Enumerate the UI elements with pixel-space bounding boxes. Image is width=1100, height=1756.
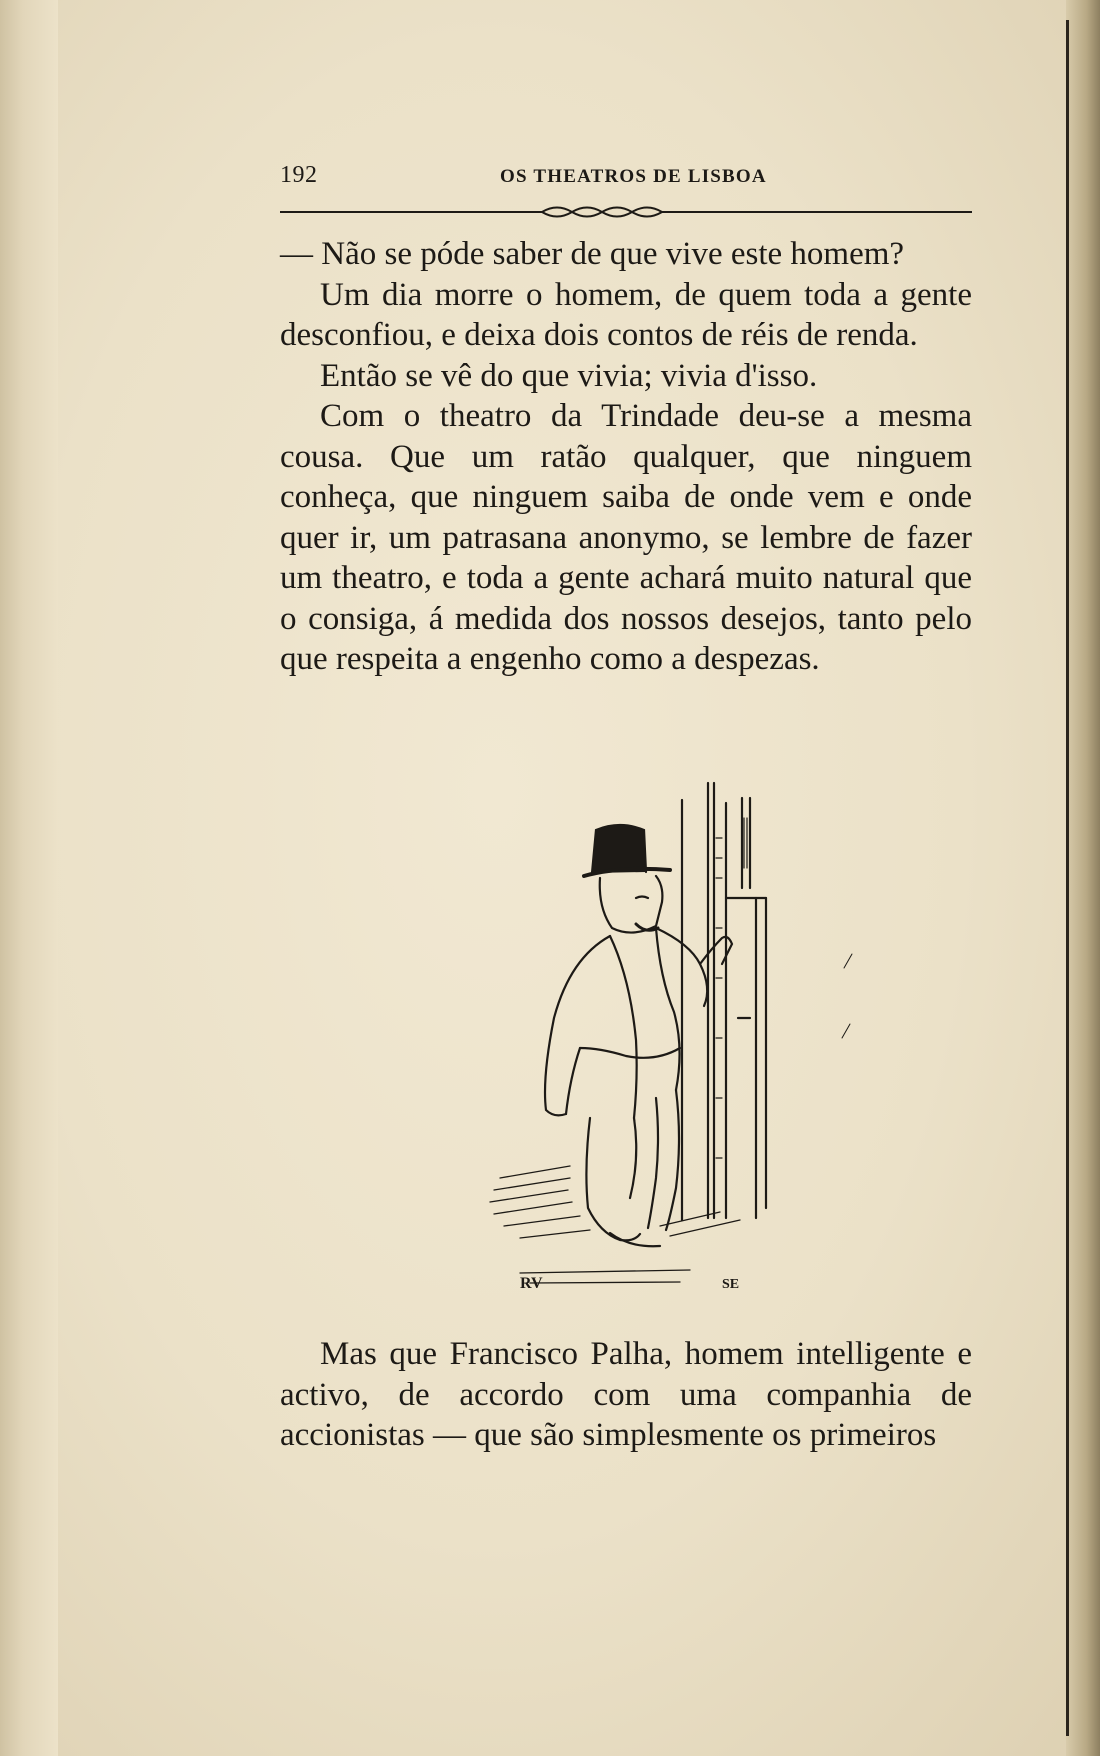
ornamental-rule [280,204,972,228]
paragraph: — Não se póde saber de que vive este homem? [280,236,905,272]
svg-text:SE: SE [722,1277,740,1292]
body-text-top [280,234,972,680]
paragraph: Então se vê do que vivia; vivia d'isso. [320,357,818,394]
page-gutter [0,0,58,1756]
svg-text:RV: RV [520,1275,543,1292]
body-text-bottom [280,1334,972,1456]
page-number: 192 [280,162,318,188]
page-edge-line [1066,20,1069,1736]
paragraph: Mas que Francisco Palha, homem intelligente e activo, de accordo com uma companhia de accionistas — que são simplesmente os primeiros [280,1336,972,1453]
page-header [280,162,972,192]
paragraph: Um dia morre o homem, de quem toda a gente desconfiou, e deixa dois contos de réis de renda. [280,276,972,353]
engraving-illustration [460,778,980,1318]
page-edge-shadow [1066,0,1100,1756]
running-title: OS THEATROS DE LISBOA [500,166,767,187]
paragraph: Com o theatro da Trindade deu-se a mesma cousa. Que um ratão qualquer, que ninguem conheça, que ninguem saiba de onde vem e onde quer ir, um patrasana anonymo, se lembre de fazer um theatro, e toda a gente achará muito natural que o consiga, á medida dos nossos desejos, tanto pelo que respeita a engenho como a despezas. [280,398,972,677]
